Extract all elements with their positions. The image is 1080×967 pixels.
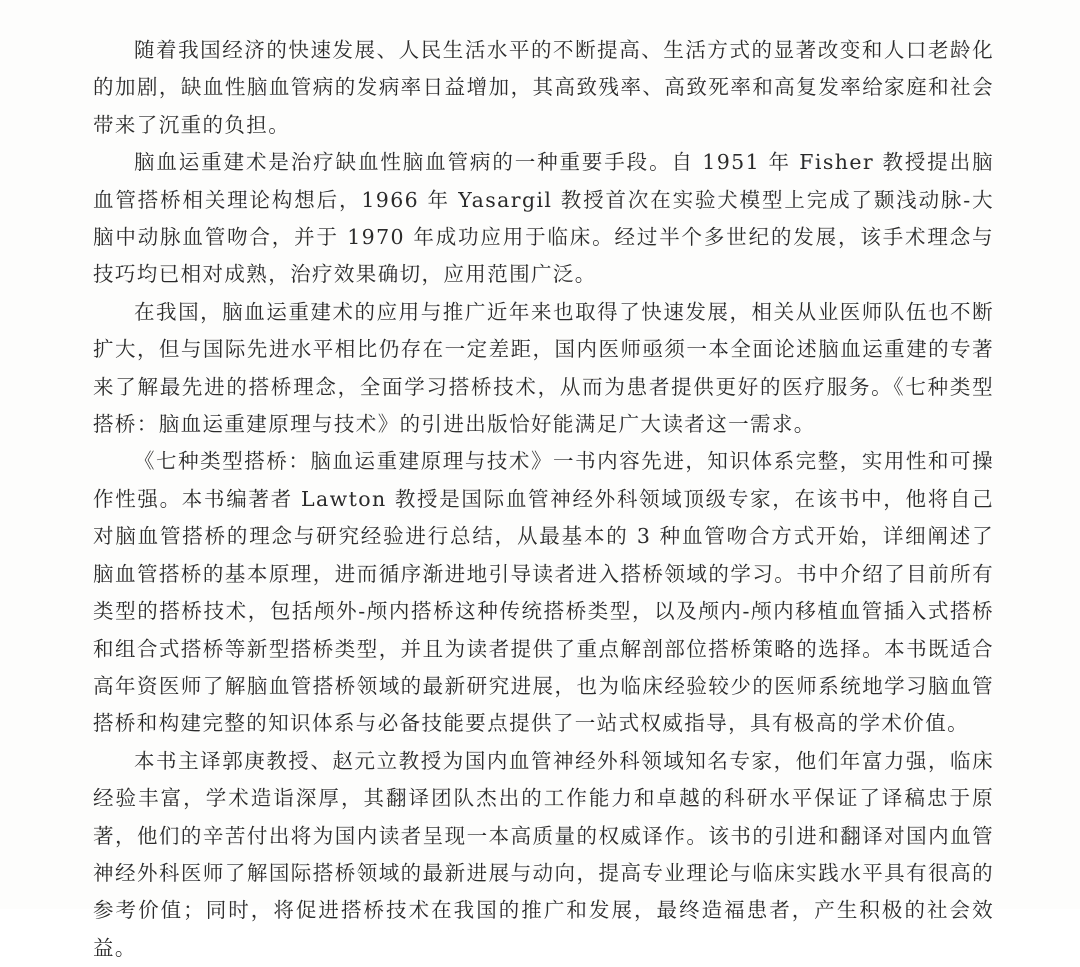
paragraph-3: 在我国，脑血运重建术的应用与推广近年来也取得了快速发展，相关从业医师队伍也不断扩大，但与国际先进水平相比仍存在一定差距，国内医师亟须一本全面论述脑血运重建的专著来了解最先进的搭桥理念，全面学习搭桥技术，从而为患者提供更好的医疗服务。《七种类型搭桥：脑血运重建原理与技术》的引进出版恰好能满足广大读者这一需求。 — [93, 299, 994, 437]
paragraph-4: 《七种类型搭桥：脑血运重建原理与技术》一书内容先进，知识体系完整，实用性和可操作性强。本书编著者 Lawton 教授是国际血管神经外科领域顶级专家，在该书中，他将自己对脑血管搭桥的理念与研究经验进行总结，从最基本的 3 种血管吻合方式开始，详细阐述了脑血管搭桥的基本原理，进而循序渐进地引导读者进入搭桥领域的学习。书中介绍了目前所有类型的搭桥技术，包括颅外-颅内搭桥这种传统搭桥类型，以及颅内-颅内移植血管插入式搭桥和组合式搭桥等新型搭桥类型，并且为读者提供了重点解剖部位搭桥策略的选择。本书既适合高年资医师了解脑血管搭桥领域的最新研究进展，也为临床经验较少的医师系统地学习脑血管搭桥和构建完整的知识体系与必备技能要点提供了一站式权威指导，具有极高的学术价值。 — [93, 449, 994, 736]
paragraph-1: 随着我国经济的快速发展、人民生活水平的不断提高、生活方式的显著改变和人口老龄化的加剧，缺血性脑血管病的发病率日益增加，其高致残率、高致死率和高复发率给家庭和社会带来了沉重的负担。 — [93, 38, 994, 137]
paragraph-5: 本书主译郭庚教授、赵元立教授为国内血管神经外科领域知名专家，他们年富力强，临床经验丰富，学术造诣深厚，其翻译团队杰出的工作能力和卓越的科研水平保证了译稿忠于原著，他们的辛苦付出将为国内读者呈现一本高质量的权威译作。该书的引进和翻译对国内血管神经外科医师了解国际搭桥领域的最新进展与动向，提高专业理论与临床实践水平具有很高的参考价值；同时，将促进搭桥技术在我国的推广和发展，最终造福患者，产生积极的社会效益。 — [93, 748, 994, 960]
paragraph-2: 脑血运重建术是治疗缺血性脑血管病的一种重要手段。自 1951 年 Fisher 教授提出脑血管搭桥相关理论构想后，1966 年 Yasargil 教授首次在实验犬模型上完成了颞浅动脉-大脑中动脉血管吻合，并于 1970 年成功应用于临床。经过半个多世纪的发展，该手术理念与技巧均已相对成熟，治疗效果确切，应用范围广泛。 — [93, 150, 994, 287]
